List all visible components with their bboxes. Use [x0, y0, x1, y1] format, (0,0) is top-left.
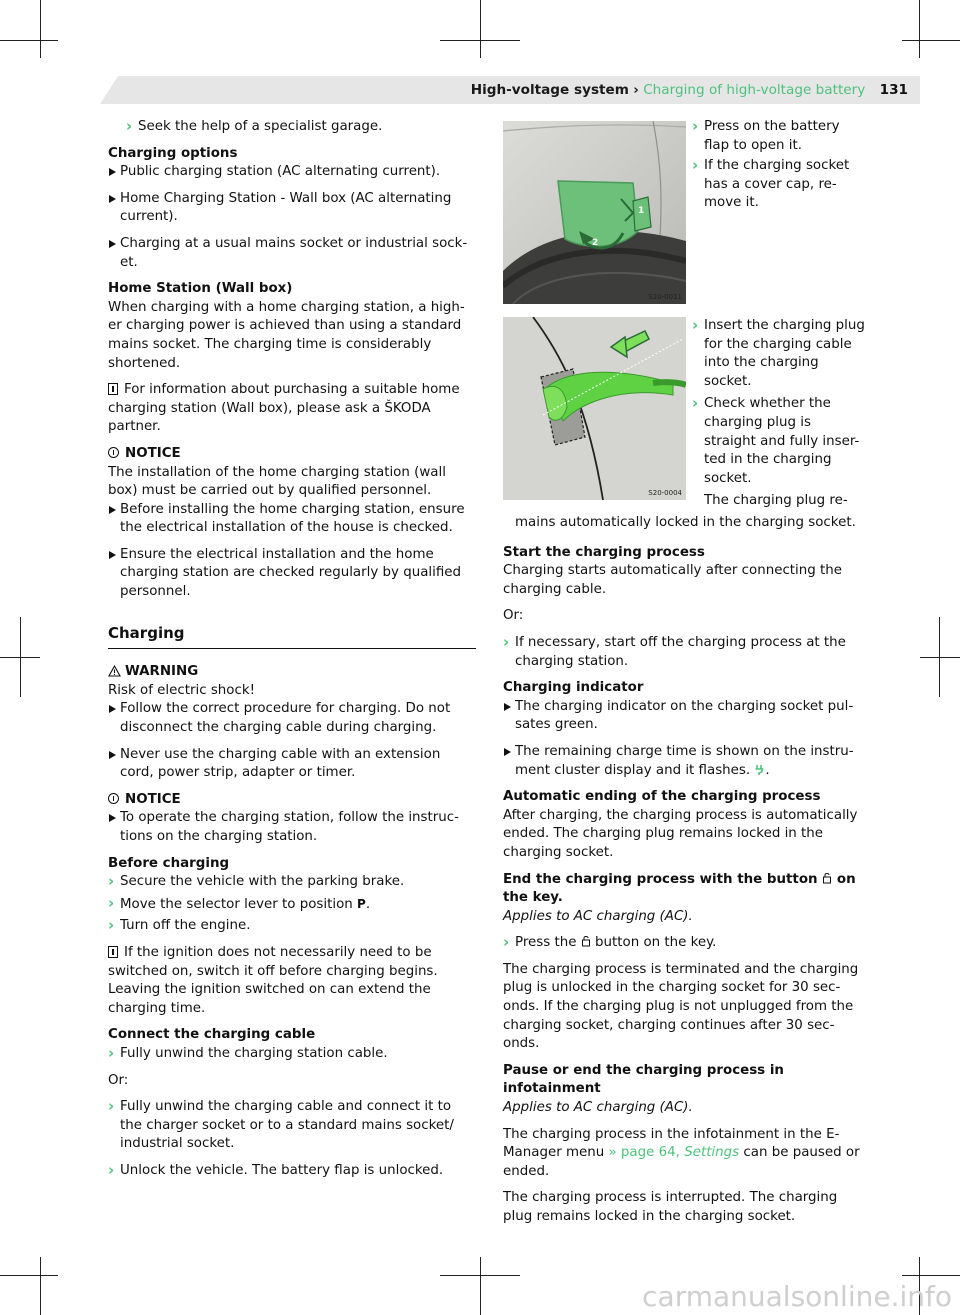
figure-charging-plug	[503, 317, 686, 500]
header-section: High-voltage system	[470, 82, 629, 98]
callout-1: 1	[638, 206, 645, 216]
header-separator: ›	[633, 82, 639, 98]
watermark: carmanualsonline.info	[642, 1280, 952, 1313]
figure-code: S20-0011	[648, 293, 682, 301]
start-title: Start the charging process	[503, 544, 705, 560]
callout-2: 2	[592, 238, 599, 248]
list-item: To operate the charging station, follow the instruc-tions on the charging station.	[108, 809, 476, 846]
start-text: Charging starts automatically after connecting the charging cable.	[503, 563, 842, 597]
figure2-note-end: mains automatically locked in the charging socket.	[515, 515, 856, 530]
list-item: › If the charging socket has a cover cap, re-move it.	[692, 157, 867, 213]
list-item: Public charging station (AC alternating current).	[108, 163, 476, 182]
figure-battery-flap-illustration	[503, 121, 686, 304]
home-station-text: When charging with a home charging station, a high-er charging power is achieved than using a standard mains socket. The charging time is considerably shortened.	[108, 299, 465, 371]
notice-icon	[108, 447, 119, 458]
warning-icon	[108, 665, 121, 677]
list-item: › Fully unwind the charging station cable.	[108, 1045, 476, 1064]
end-key-applies: Applies to AC charging (AC).	[503, 908, 693, 924]
indicator-title: Charging indicator	[503, 680, 644, 696]
list-item: Before installing the home charging station, ensure the electrical installation of the house is checked.	[108, 501, 476, 538]
key-lock-icon	[581, 935, 591, 947]
intro-step: › Seek the help of a specialist garage.	[126, 118, 476, 137]
warning-text: Risk of electric shock!	[108, 682, 255, 698]
pause-title: Pause or end the charging process in infotainment	[503, 1062, 784, 1097]
info-purchase: For information about purchasing a suitable home charging station (Wall box), please ask a ŠKODA partner.	[108, 382, 460, 435]
list-item: Never use the charging cable with an extension cord, power strip, adapter or timer.	[108, 746, 476, 783]
notice1-label: NOTICE	[108, 445, 476, 464]
list-item: The charging indicator on the charging socket pul-sates green.	[503, 698, 868, 735]
left-column	[108, 118, 476, 1189]
running-header	[471, 81, 908, 99]
auto-end-text: After charging, the charging process is automatically ended. The charging plug remains locked in the charging socket.	[503, 807, 858, 860]
figure-battery-flap	[503, 121, 686, 304]
list-item: › Press on the battery flap to open it.	[692, 118, 867, 155]
figure-code: S20-0004	[648, 489, 682, 497]
figure2-steps	[692, 317, 867, 511]
list-item: › Press the button on the key.	[503, 934, 868, 953]
list-item: › Secure the vehicle with the parking brake.	[108, 873, 476, 892]
figure-charging-plug-illustration	[503, 317, 686, 500]
list-item: › If necessary, start off the charging process at the charging station.	[503, 634, 868, 671]
end-key-title: End the charging process with the button on the key.	[503, 871, 856, 906]
list-item: › Move the selector lever to position P.	[108, 895, 476, 915]
or-label: Or:	[503, 608, 524, 624]
info-icon	[108, 946, 118, 958]
home-station-title: Home Station (Wall box)	[108, 281, 293, 297]
page-number: 131	[879, 82, 908, 98]
key-lock-icon	[822, 872, 832, 884]
list-item: Ensure the electrical installation and the home charging station are checked regularly by qualified personnel.	[108, 546, 476, 602]
list-item: Follow the correct procedure for charging. Do not disconnect the charging cable during charging.	[108, 700, 476, 737]
charging-options-title: Charging options	[108, 145, 238, 161]
end-key-text: The charging process is terminated and the charging plug is unlocked in the charging socket for 30 sec-onds. If the charging plug is not unplugged from the charging socket, charging continues after 30 sec-onds.	[503, 961, 859, 1052]
page-link[interactable]: » page 64,	[608, 1145, 680, 1161]
or-label: Or:	[108, 1072, 129, 1088]
figure2-note-start: The charging plug re-	[704, 493, 848, 509]
list-item: › Fully unwind the charging cable and connect it to the charger socket or to a standard mains socket/ industrial socket.	[108, 1098, 476, 1154]
before-charging-title: Before charging	[108, 855, 230, 871]
right-column	[503, 514, 868, 1235]
list-item: › Unlock the vehicle. The battery flap is unlocked.	[108, 1162, 476, 1181]
info-icon	[108, 383, 118, 395]
list-item: Charging at a usual mains socket or industrial sock-et.	[108, 235, 476, 272]
pause-applies: Applies to AC charging (AC).	[503, 1100, 693, 1116]
settings-link[interactable]: Settings	[684, 1145, 740, 1161]
charging-symbol-icon	[754, 764, 765, 776]
section-heading-charging: Charging	[108, 624, 476, 650]
figure1-steps	[692, 118, 867, 221]
info-ignition: If the ignition does not necessarily need to be switched on, switch it off before charging begins. Leaving the ignition switched on can extend the charging time.	[108, 944, 438, 1016]
list-item: Home Charging Station - Wall box (AC alternating current).	[108, 190, 476, 227]
pause-result: The charging process is interrupted. The charging plug remains locked in the charging socket.	[503, 1190, 838, 1224]
pause-text: The charging process in the infotainment in the E-Manager menu » page 64, Settings can be paused or ended.	[503, 1126, 860, 1179]
header-subsection[interactable]: Charging of high-voltage battery	[643, 82, 866, 98]
list-item: › Check whether the charging plug is straight and fully inser-ted in the charging socket.	[692, 395, 867, 488]
list-item: › Insert the charging plug for the charging cable into the charging socket.	[692, 317, 867, 391]
gear-position: P	[357, 896, 366, 911]
notice1-text: The installation of the home charging station (wall box) must be carried out by qualified personnel.	[108, 464, 446, 499]
list-item: › Turn off the engine.	[108, 917, 476, 936]
connect-title: Connect the charging cable	[108, 1027, 316, 1043]
notice-icon	[108, 793, 119, 804]
warning-label: WARNING	[108, 663, 476, 682]
list-item: The remaining charge time is shown on the instru-ment cluster display and it flashes. .	[503, 743, 868, 780]
auto-end-title: Automatic ending of the charging process	[503, 789, 821, 805]
notice2-label: NOTICE	[108, 791, 476, 810]
